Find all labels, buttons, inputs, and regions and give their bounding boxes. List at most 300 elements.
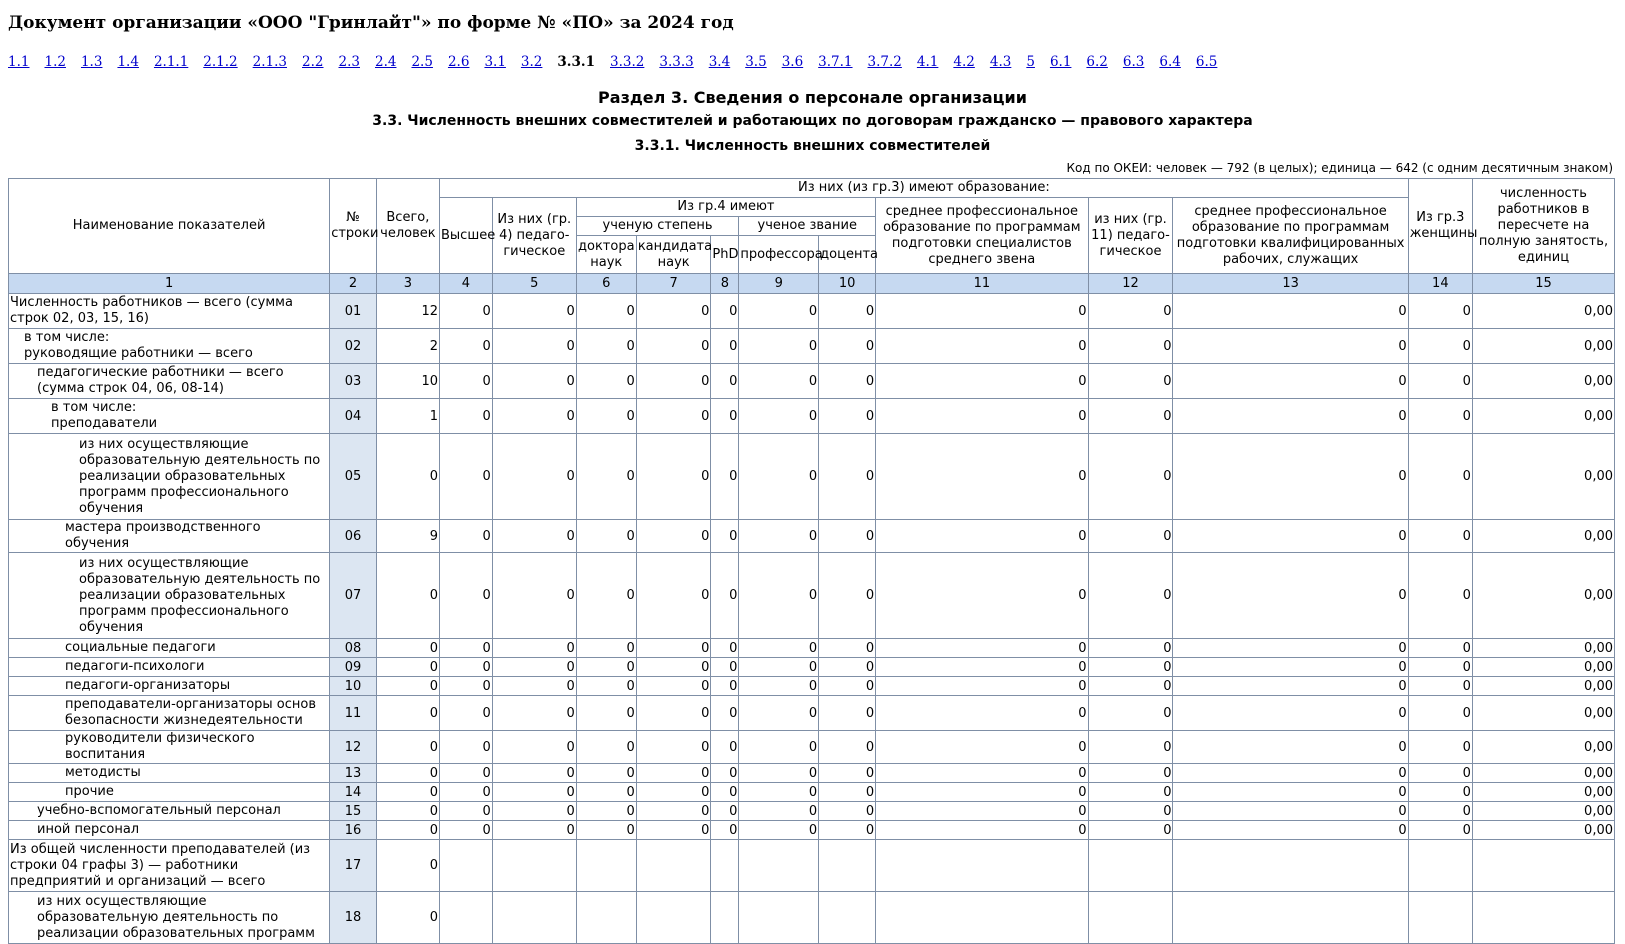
cell-value [711, 840, 739, 892]
cell-value: 0 [492, 639, 576, 658]
table-row [9, 329, 1615, 364]
cell-value: 0 [376, 696, 439, 731]
cell-value: 0 [636, 764, 711, 783]
cell-value: 0,00 [1472, 677, 1614, 696]
nav-link-5[interactable]: 5 [1026, 54, 1035, 70]
cell-value: 0 [876, 294, 1088, 329]
cell-value: 0 [439, 434, 492, 520]
cell-value: 0 [711, 639, 739, 658]
nav-link-3-6[interactable]: 3.6 [781, 54, 804, 70]
cell-value: 0 [636, 658, 711, 677]
cell-value [492, 840, 576, 892]
nav-link-1-4[interactable]: 1.4 [117, 54, 139, 70]
cell-value: 0 [819, 677, 876, 696]
cell-value: 0 [711, 783, 739, 802]
cell-value: 0 [711, 329, 739, 364]
cell-value: 0 [876, 677, 1088, 696]
nav-link-2-1-3[interactable]: 2.1.3 [252, 54, 288, 70]
table-row [9, 802, 1615, 821]
cell-value: 0 [711, 434, 739, 520]
cell-value: 9 [376, 520, 439, 553]
cell-value: 0 [1408, 329, 1472, 364]
cell-value: 0 [439, 294, 492, 329]
cell-value: 0 [739, 329, 819, 364]
cell-value: 0 [492, 553, 576, 639]
column-number: 14 [1408, 274, 1472, 294]
header-line: № строки [330, 179, 377, 274]
nav-link-1-1[interactable]: 1.1 [8, 54, 30, 70]
cell-value: 0,00 [1472, 364, 1614, 399]
cell-value: 0 [711, 731, 739, 764]
table-row [9, 840, 1615, 892]
cell-value: 0 [711, 553, 739, 639]
row-code: 09 [330, 658, 377, 677]
cell-value: 0 [1173, 658, 1408, 677]
cell-value: 0 [1088, 639, 1173, 658]
cell-value: 0 [1173, 520, 1408, 553]
cell-value: 0 [739, 658, 819, 677]
cell-value: 0 [492, 434, 576, 520]
cell-value: 0 [1408, 294, 1472, 329]
cell-value: 0 [1088, 329, 1173, 364]
header-spo-qual: среднее профессиональное образование по программам подготовки квалифицированных рабочих, служащих [1173, 198, 1408, 274]
cell-value: 0 [1088, 294, 1173, 329]
row-code: 15 [330, 802, 377, 821]
cell-value: 0 [439, 677, 492, 696]
cell-value: 0,00 [1472, 658, 1614, 677]
nav-link-4-2[interactable]: 4.2 [953, 54, 975, 70]
row-code: 11 [330, 696, 377, 731]
cell-value: 0 [492, 677, 576, 696]
nav-link-3-5[interactable]: 3.5 [745, 54, 767, 70]
table-row [9, 696, 1615, 731]
cell-value: 0 [636, 821, 711, 840]
column-number: 5 [492, 274, 576, 294]
cell-value: 0 [876, 731, 1088, 764]
cell-value: 0 [492, 294, 576, 329]
cell-value: 0 [376, 840, 439, 892]
row-name: из них осуществляющие образовательную деятельность по реализации образовательных программ профессионального обучения [9, 434, 330, 520]
cell-value: 0 [576, 520, 636, 553]
column-number: 11 [876, 274, 1088, 294]
cell-value: 0 [1088, 696, 1173, 731]
cell-value: 0 [819, 329, 876, 364]
header-higher: Высшее [439, 198, 492, 274]
cell-value: 0 [1408, 658, 1472, 677]
cell-value: 0 [439, 399, 492, 434]
cell-value: 0 [439, 364, 492, 399]
cell-value: 0 [1408, 677, 1472, 696]
cell-value: 0 [576, 696, 636, 731]
nav-link-4-3[interactable]: 4.3 [989, 54, 1012, 70]
table-row [9, 764, 1615, 783]
cell-value: 0 [439, 639, 492, 658]
cell-value: 0 [492, 399, 576, 434]
row-code: 13 [330, 764, 377, 783]
cell-value [876, 840, 1088, 892]
row-code: 03 [330, 364, 377, 399]
cell-value: 0 [376, 677, 439, 696]
table-row [9, 399, 1615, 434]
cell-value: 0 [1408, 696, 1472, 731]
personnel-table [8, 178, 1615, 944]
cell-value: 0 [876, 696, 1088, 731]
cell-value: 0 [439, 520, 492, 553]
cell-value: 0 [819, 364, 876, 399]
table-row [9, 294, 1615, 329]
cell-value: 0 [1088, 821, 1173, 840]
nav-link-6-3[interactable]: 6.3 [1122, 54, 1145, 70]
cell-value: 0 [1173, 802, 1408, 821]
cell-value: 0 [1408, 399, 1472, 434]
cell-value [439, 840, 492, 892]
row-name: из них осуществляющие образовательную деятельность по реализации образовательных программ профессионального обучения [9, 553, 330, 639]
nav-link-6-2[interactable]: 6.2 [1086, 54, 1108, 70]
cell-value: 0,00 [1472, 783, 1614, 802]
row-name: преподаватели-организаторы основ безопасности жизнедеятельности [9, 696, 330, 731]
cell-value: 0 [636, 294, 711, 329]
cell-value: 0 [492, 802, 576, 821]
cell-value: 0 [1088, 658, 1173, 677]
row-code: 06 [330, 520, 377, 553]
cell-value: 0 [439, 731, 492, 764]
cell-value: 0 [1408, 821, 1472, 840]
cell-value: 0 [739, 294, 819, 329]
cell-value: 0 [739, 783, 819, 802]
cell-value: 0,00 [1472, 731, 1614, 764]
cell-value: 0 [739, 520, 819, 553]
table-row [9, 553, 1615, 639]
nav-link-2-6[interactable]: 2.6 [447, 54, 470, 70]
cell-value: 0 [439, 821, 492, 840]
header-spo-ped: из них (гр. 11) педаго-гическое [1088, 198, 1173, 274]
row-code: 14 [330, 783, 377, 802]
cell-value: 0,00 [1472, 329, 1614, 364]
nav-link-3-7-1[interactable]: 3.7.1 [818, 54, 853, 70]
cell-value: 0 [876, 821, 1088, 840]
cell-value: 0 [819, 764, 876, 783]
cell-value: 0 [576, 364, 636, 399]
nav-link-2-1-1[interactable]: 2.1.1 [153, 54, 189, 70]
cell-value: 0 [1173, 434, 1408, 520]
cell-value: 0 [1088, 677, 1173, 696]
cell-value: 0 [439, 329, 492, 364]
cell-value: 0 [1088, 764, 1173, 783]
cell-value: 0 [492, 783, 576, 802]
header-education: Из них (из гр.3) имеют образование: [439, 179, 1408, 198]
cell-value: 0 [876, 329, 1088, 364]
cell-value: 0 [1173, 821, 1408, 840]
cell-value: 0 [376, 821, 439, 840]
cell-value: 0 [576, 821, 636, 840]
header-docent: доцента [819, 236, 876, 274]
cell-value: 0 [439, 696, 492, 731]
cell-value: 0 [876, 658, 1088, 677]
cell-value: 0 [636, 677, 711, 696]
row-name: мастера производственного обучения [9, 520, 330, 553]
table-row [9, 520, 1615, 553]
column-number: 2 [330, 274, 377, 294]
header-candidate: кандидата наук [636, 236, 711, 274]
cell-value: 0 [576, 731, 636, 764]
nav-link-2-3[interactable]: 2.3 [338, 54, 360, 70]
column-number: 9 [739, 274, 819, 294]
cell-value: 0 [636, 329, 711, 364]
row-code: 02 [330, 329, 377, 364]
cell-value: 0 [636, 639, 711, 658]
row-name: педагогические работники — всего (сумма строк 04, 06, 08-14) [9, 364, 330, 399]
cell-value: 0 [876, 399, 1088, 434]
cell-value: 0 [492, 696, 576, 731]
nav-link-2-5[interactable]: 2.5 [411, 54, 433, 70]
header-women: Из гр.3 женщины [1408, 179, 1472, 274]
cell-value: 1 [376, 399, 439, 434]
cell-value: 0 [636, 783, 711, 802]
table-row [9, 783, 1615, 802]
cell-value: 0 [1173, 764, 1408, 783]
cell-value: 0 [711, 658, 739, 677]
cell-value [576, 840, 636, 892]
cell-value: 0 [636, 696, 711, 731]
nav-link-3-1[interactable]: 3.1 [484, 54, 506, 70]
cell-value: 0 [711, 294, 739, 329]
header-degree: ученую степень [576, 217, 739, 236]
cell-value: 0 [876, 434, 1088, 520]
cell-value: 0 [819, 658, 876, 677]
cell-value: 0 [1088, 399, 1173, 434]
cell-value: 0 [739, 696, 819, 731]
cell-value: 0 [1408, 520, 1472, 553]
row-code: 04 [330, 399, 377, 434]
cell-value: 0 [576, 764, 636, 783]
cell-value: 0 [819, 802, 876, 821]
cell-value: 0 [439, 783, 492, 802]
cell-value: 0 [576, 802, 636, 821]
column-number: 13 [1173, 274, 1408, 294]
row-code: 07 [330, 553, 377, 639]
cell-value: 0 [819, 399, 876, 434]
nav-link-3-4[interactable]: 3.4 [708, 54, 731, 70]
row-code: 17 [330, 840, 377, 892]
cell-value: 0 [376, 553, 439, 639]
nav-link-3-3-3[interactable]: 3.3.3 [659, 54, 694, 70]
row-name: Численность работников — всего (сумма строк 02, 03, 15, 16) [9, 294, 330, 329]
column-number: 1 [9, 274, 330, 294]
row-name: прочие [9, 783, 330, 802]
column-number: 10 [819, 274, 876, 294]
cell-value: 0,00 [1472, 802, 1614, 821]
cell-value: 0 [819, 434, 876, 520]
cell-value: 0 [739, 731, 819, 764]
cell-value: 0 [819, 294, 876, 329]
cell-value: 0 [739, 553, 819, 639]
cell-value: 0,00 [1472, 821, 1614, 840]
nav-link-3-3-2[interactable]: 3.3.2 [610, 54, 645, 70]
cell-value: 0 [876, 520, 1088, 553]
cell-value: 0 [636, 434, 711, 520]
cell-value: 0 [739, 639, 819, 658]
cell-value: 0 [576, 553, 636, 639]
cell-value: 0 [439, 658, 492, 677]
cell-value: 0 [439, 802, 492, 821]
nav-link-2-1-2[interactable]: 2.1.2 [203, 54, 238, 70]
cell-value: 0,00 [1472, 553, 1614, 639]
header-total: Всего, человек [376, 179, 439, 274]
cell-value [1472, 840, 1614, 892]
cell-value: 0,00 [1472, 696, 1614, 731]
cell-value: 0 [711, 696, 739, 731]
header-fte: численность работников в пересчете на полную занятость, единиц [1472, 179, 1614, 274]
table-row [9, 364, 1615, 399]
cell-value: 0 [1173, 677, 1408, 696]
cell-value: 0 [376, 434, 439, 520]
column-number: 3 [376, 274, 439, 294]
section-subtitle: 3.3. Численность внешних совместителей и работающих по договорам гражданско — правового характера [372, 113, 1253, 129]
nav-link-6-4[interactable]: 6.4 [1159, 54, 1181, 70]
row-code: 12 [330, 731, 377, 764]
nav-link-6-5[interactable]: 6.5 [1195, 54, 1218, 70]
row-code: 01 [330, 294, 377, 329]
nav-link-6-1[interactable]: 6.1 [1049, 54, 1072, 70]
cell-value: 0 [1408, 764, 1472, 783]
cell-value: 0 [376, 802, 439, 821]
cell-value: 0 [1173, 639, 1408, 658]
cell-value: 0,00 [1472, 639, 1614, 658]
cell-value: 0 [876, 783, 1088, 802]
row-code: 18 [330, 892, 377, 944]
cell-value: 0 [739, 399, 819, 434]
nav-link-1-2[interactable]: 1.2 [44, 54, 66, 70]
nav-link-4-1[interactable]: 4.1 [916, 54, 939, 70]
cell-value: 0 [576, 783, 636, 802]
row-name: методисты [9, 764, 330, 783]
cell-value: 0 [1088, 731, 1173, 764]
cell-value: 0,00 [1472, 520, 1614, 553]
nav-link-2-2[interactable]: 2.2 [302, 54, 324, 70]
cell-value: 0 [711, 520, 739, 553]
row-name: из них осуществляющие образовательную деятельность по реализации образовательных программ [9, 892, 330, 944]
cell-value: 0 [739, 802, 819, 821]
cell-value: 0 [711, 677, 739, 696]
cell-value: 0 [636, 520, 711, 553]
section-title: Раздел 3. Сведения о персонале организации [598, 88, 1027, 107]
cell-value [819, 840, 876, 892]
cell-value: 0 [492, 764, 576, 783]
cell-value: 2 [376, 329, 439, 364]
cell-value: 0 [1088, 553, 1173, 639]
cell-value: 0 [1173, 783, 1408, 802]
document-title: Документ организации «ООО "Гринлайт"» по форме № «ПО» за 2024 год [8, 13, 734, 33]
table-row [9, 658, 1615, 677]
column-number: 6 [576, 274, 636, 294]
row-name: иной персонал [9, 821, 330, 840]
cell-value: 0 [711, 364, 739, 399]
cell-value: 0 [376, 783, 439, 802]
nav-link-3-3-1: 3.3.1 [557, 54, 595, 70]
cell-value: 0,00 [1472, 434, 1614, 520]
cell-value [1408, 840, 1472, 892]
header-name: Наименование показателей [9, 179, 330, 274]
cell-value: 0 [876, 764, 1088, 783]
cell-value: 0 [636, 364, 711, 399]
cell-value: 10 [376, 364, 439, 399]
cell-value: 0 [636, 399, 711, 434]
cell-value [739, 840, 819, 892]
nav-link-2-4[interactable]: 2.4 [374, 54, 397, 70]
cell-value: 0 [711, 764, 739, 783]
header-gr4-have: Из гр.4 имеют [576, 198, 875, 217]
cell-value: 0 [739, 821, 819, 840]
cell-value: 0 [492, 329, 576, 364]
cell-value: 12 [376, 294, 439, 329]
nav-link-3-2[interactable]: 3.2 [520, 54, 543, 70]
cell-value: 0 [1408, 553, 1472, 639]
cell-value: 0 [819, 783, 876, 802]
cell-value: 0 [739, 364, 819, 399]
section-nav [8, 54, 1232, 70]
cell-value: 0 [492, 364, 576, 399]
table-row [9, 731, 1615, 764]
cell-value: 0 [711, 821, 739, 840]
table-row [9, 434, 1615, 520]
cell-value: 0 [876, 802, 1088, 821]
cell-value: 0 [1088, 364, 1173, 399]
header-higher-ped: Из них (гр. 4) педаго-гическое [492, 198, 576, 274]
row-name: в том числе: преподаватели [9, 399, 330, 434]
header-title: ученое звание [739, 217, 876, 236]
cell-value: 0 [1088, 434, 1173, 520]
cell-value [1088, 840, 1173, 892]
nav-link-3-7-2[interactable]: 3.7.2 [867, 54, 902, 70]
cell-value [1173, 840, 1408, 892]
cell-value: 0 [576, 658, 636, 677]
cell-value: 0 [576, 399, 636, 434]
cell-value: 0 [819, 520, 876, 553]
header-doctor: доктора наук [576, 236, 636, 274]
cell-value: 0 [1088, 520, 1173, 553]
header-professor: профессора [739, 236, 819, 274]
table-row [9, 821, 1615, 840]
cell-value: 0 [876, 364, 1088, 399]
row-code: 08 [330, 639, 377, 658]
cell-value: 0 [376, 892, 439, 944]
cell-value: 0 [1088, 783, 1173, 802]
cell-value: 0 [711, 802, 739, 821]
cell-value: 0 [376, 658, 439, 677]
row-name: социальные педагоги [9, 639, 330, 658]
cell-value: 0 [1408, 731, 1472, 764]
cell-value: 0,00 [1472, 764, 1614, 783]
cell-value: 0 [1173, 696, 1408, 731]
cell-value: 0 [819, 553, 876, 639]
row-name: Из общей численности преподавателей (из строки 04 графы 3) — работники предприятий и организаций — всего [9, 840, 330, 892]
cell-value: 0 [876, 553, 1088, 639]
column-number: 4 [439, 274, 492, 294]
row-name: педагоги-организаторы [9, 677, 330, 696]
column-number: 7 [636, 274, 711, 294]
okei-note: Код по ОКЕИ: человек — 792 (в целых); единица — 642 (с одним десятичным знаком) [1066, 161, 1613, 175]
nav-link-1-3[interactable]: 1.3 [80, 54, 103, 70]
cell-value: 0 [636, 553, 711, 639]
cell-value: 0 [1173, 329, 1408, 364]
column-number: 12 [1088, 274, 1173, 294]
cell-value: 0 [492, 520, 576, 553]
cell-value: 0 [711, 399, 739, 434]
row-name: учебно-вспомогательный персонал [9, 802, 330, 821]
row-name: руководители физического воспитания [9, 731, 330, 764]
cell-value: 0 [576, 434, 636, 520]
cell-value: 0 [576, 639, 636, 658]
